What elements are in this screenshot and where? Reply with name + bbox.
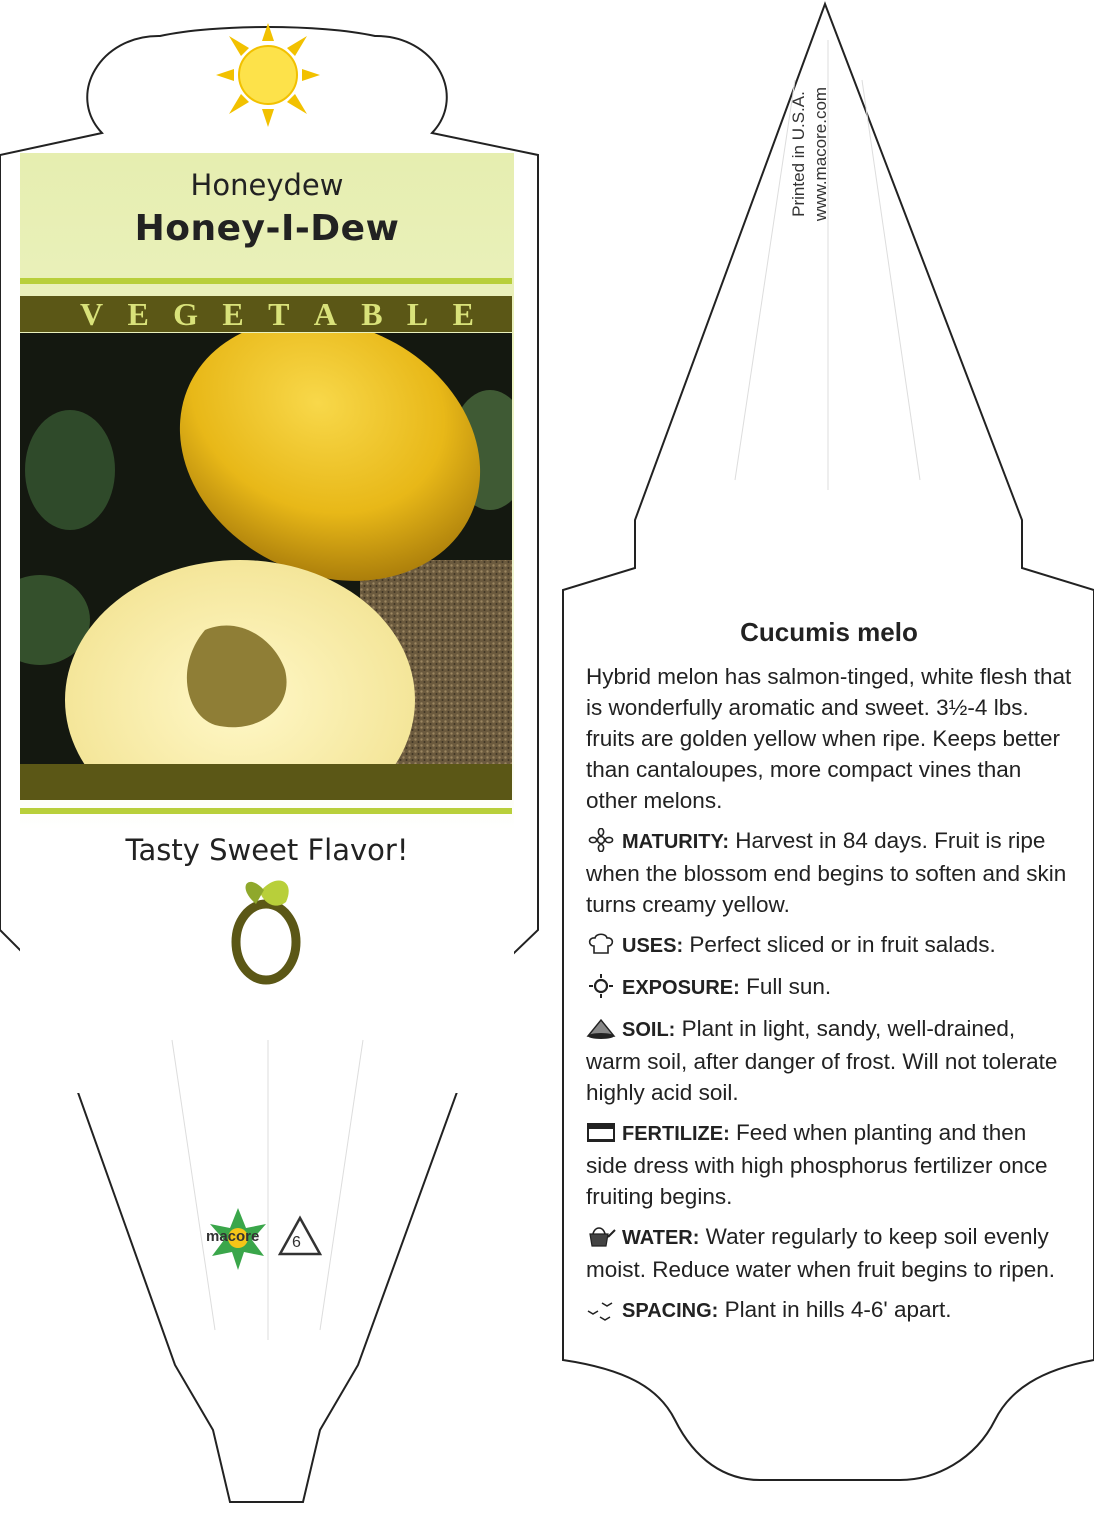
care-label: MATURITY: xyxy=(622,831,730,853)
category-band xyxy=(20,296,512,332)
description: Hybrid melon has salmon-tinged, white flesh that is wonderfully aromatic and sweet. 3½-4 lbs. fruits are golden yellow when ripe. Keeps better than cantaloupes, more compact vines than other melons. xyxy=(586,664,1072,813)
printed-in: Printed in U.S.A. xyxy=(789,91,808,217)
soil-icon xyxy=(586,1016,616,1040)
birds-icon xyxy=(586,1297,616,1321)
watering-can-icon xyxy=(586,1224,616,1248)
care-label: WATER: xyxy=(622,1227,700,1249)
fertilize-item xyxy=(586,1117,1072,1212)
website: www.macore.com xyxy=(811,86,830,222)
care-value: Plant in light, sandy, well-drained, warm soil, after danger of frost. Will not tolerate highly acid soil. xyxy=(586,1016,1058,1105)
water-item xyxy=(586,1221,1072,1285)
sun-exposure-icon xyxy=(216,23,320,127)
sun-icon xyxy=(586,974,616,998)
care-text xyxy=(586,661,1072,1336)
npk-icon xyxy=(586,1120,616,1144)
maturity-item xyxy=(586,825,1072,920)
brand-name: macore xyxy=(206,1228,260,1245)
category-letter: A xyxy=(313,295,337,332)
care-value: Harvest in 84 days. Fruit is ripe when the blossom end begins to soften and skin turns creamy yellow. xyxy=(586,828,1067,917)
care-value: Water regularly to keep soil evenly moist. Reduce water when fruit begins to ripen. xyxy=(586,1224,1055,1282)
tagline: Tasty Sweet Flavor! xyxy=(125,833,409,867)
botanical-name: Cucumis melo xyxy=(740,617,918,647)
category-letter: G xyxy=(173,295,199,332)
category-letter: E xyxy=(452,295,474,332)
care-label: SPACING: xyxy=(622,1300,719,1322)
uses-item xyxy=(586,929,1072,962)
chef-hat-icon xyxy=(586,932,616,956)
category-letter: T xyxy=(268,295,290,332)
category-letter: B xyxy=(361,295,383,332)
printed-note xyxy=(788,44,832,264)
category-letter: V xyxy=(80,295,104,332)
care-label: FERTILIZE: xyxy=(622,1123,730,1145)
soil-item xyxy=(586,1013,1072,1108)
care-value: Perfect sliced or in fruit salads. xyxy=(689,932,996,957)
melon-photo xyxy=(0,271,530,840)
recycle-code: 6 xyxy=(292,1234,301,1251)
care-label: EXPOSURE: xyxy=(622,977,740,999)
care-value: Plant in hills 4-6' apart. xyxy=(724,1297,952,1322)
care-label: USES: xyxy=(622,935,684,957)
common-name: Honeydew xyxy=(190,168,344,202)
category-letter: E xyxy=(127,295,149,332)
category-letter: E xyxy=(222,295,244,332)
flower-icon xyxy=(586,828,616,852)
exposure-item xyxy=(586,971,1072,1004)
care-label: SOIL: xyxy=(622,1019,676,1041)
category-letter: L xyxy=(406,295,429,332)
care-value: Full sun. xyxy=(746,974,832,999)
care-value: Feed when planting and then side dress with high phosphorus fertilizer once fruiting begins. xyxy=(586,1120,1048,1209)
variety-name: Honey-I-Dew xyxy=(134,208,400,249)
spacing-item xyxy=(586,1294,1072,1327)
